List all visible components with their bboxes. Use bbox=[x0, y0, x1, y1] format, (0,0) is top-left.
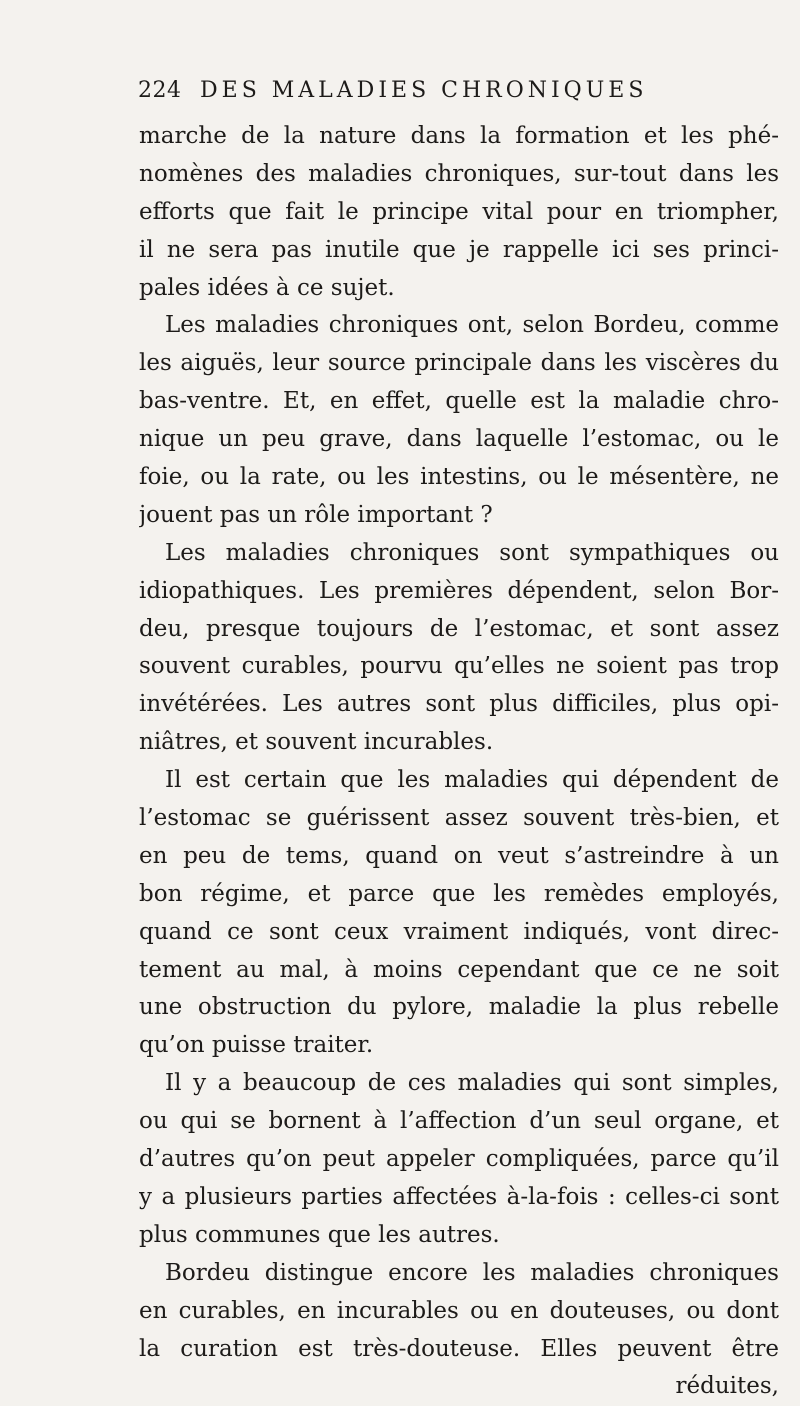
text-line: les aiguës, leur source principale dans les viscères du bbox=[139, 350, 779, 377]
text-line: en curables, en incurables ou en douteuses, ou dont bbox=[139, 1297, 779, 1324]
text-line: Il y a beaucoup de ces maladies qui sont simples, bbox=[165, 1070, 779, 1097]
text-line: bas-ventre. Et, en effet, quelle est la maladie chro- bbox=[139, 388, 779, 415]
text-line: Les maladies chroniques sont sympathiques ou bbox=[165, 539, 779, 566]
text-line: nique un peu grave, dans laquelle l’estomac, ou le bbox=[139, 426, 779, 453]
text-line: deu, presque toujours de l’estomac, et sont assez bbox=[139, 615, 779, 642]
text-line: il ne sera pas inutile que je rappelle ici ses princi- bbox=[139, 236, 779, 263]
text-line: marche de la nature dans la formation et les phé- bbox=[139, 123, 779, 149]
text-line: souvent curables, pourvu qu’elles ne soient pas trop bbox=[139, 653, 779, 680]
text-line: en peu de tems, quand on veut s’astreindre à un bbox=[139, 842, 779, 869]
text-line: Les maladies chroniques ont, selon Bordeu, comme bbox=[165, 312, 779, 339]
text-line: ou qui se bornent à l’affection d’un seul organe, et bbox=[139, 1108, 779, 1135]
text-line: niâtres, et souvent incurables. bbox=[139, 729, 494, 756]
text-line: plus communes que les autres. bbox=[139, 1221, 500, 1248]
text-line: efforts que fait le principe vital pour en triompher, bbox=[139, 198, 779, 225]
text-line: idiopathiques. Les premières dépendent, selon Bor- bbox=[139, 577, 779, 604]
text-line: d’autres qu’on peut appeler compliquées, parce qu’il bbox=[139, 1146, 779, 1173]
text-line: foie, ou la rate, ou les intestins, ou le mésentère, ne bbox=[139, 464, 779, 491]
text-line: tement au mal, à moins cependant que ce ne soit bbox=[139, 956, 779, 983]
text-line: une obstruction du pylore, maladie la plus rebelle bbox=[139, 994, 779, 1021]
text-line: nomènes des maladies chroniques, sur-tout dans les bbox=[139, 160, 779, 187]
text-line: l’estomac se guérissent assez souvent très-bien, et bbox=[139, 805, 779, 832]
text-line: pales idées à ce sujet. bbox=[139, 274, 395, 301]
text-line: réduites, bbox=[675, 1373, 779, 1400]
text-line: y a plusieurs parties affectées à-la-fois : celles-ci sont bbox=[139, 1183, 779, 1210]
text-line: qu’on puisse traiter. bbox=[139, 1032, 374, 1059]
text-line: jouent pas un rôle important ? bbox=[139, 501, 493, 528]
text-line: la curation est très-douteuse. Elles peuvent être bbox=[139, 1335, 779, 1362]
running-head: DES MALADIES CHRONIQUES bbox=[200, 78, 648, 103]
text-line: quand ce sont ceux vraiment indiqués, vont direc- bbox=[139, 918, 779, 945]
page-number: 224 bbox=[138, 78, 182, 103]
page-header bbox=[138, 78, 778, 106]
text-line: Bordeu distingue encore les maladies chroniques bbox=[165, 1259, 779, 1286]
text-line: invétérées. Les autres sont plus difficiles, plus opi- bbox=[139, 691, 779, 718]
body-text bbox=[139, 118, 779, 1406]
text-line: Il est certain que les maladies qui dépendent de bbox=[165, 767, 779, 794]
text-line: bon régime, et parce que les remèdes employés, bbox=[139, 880, 779, 907]
